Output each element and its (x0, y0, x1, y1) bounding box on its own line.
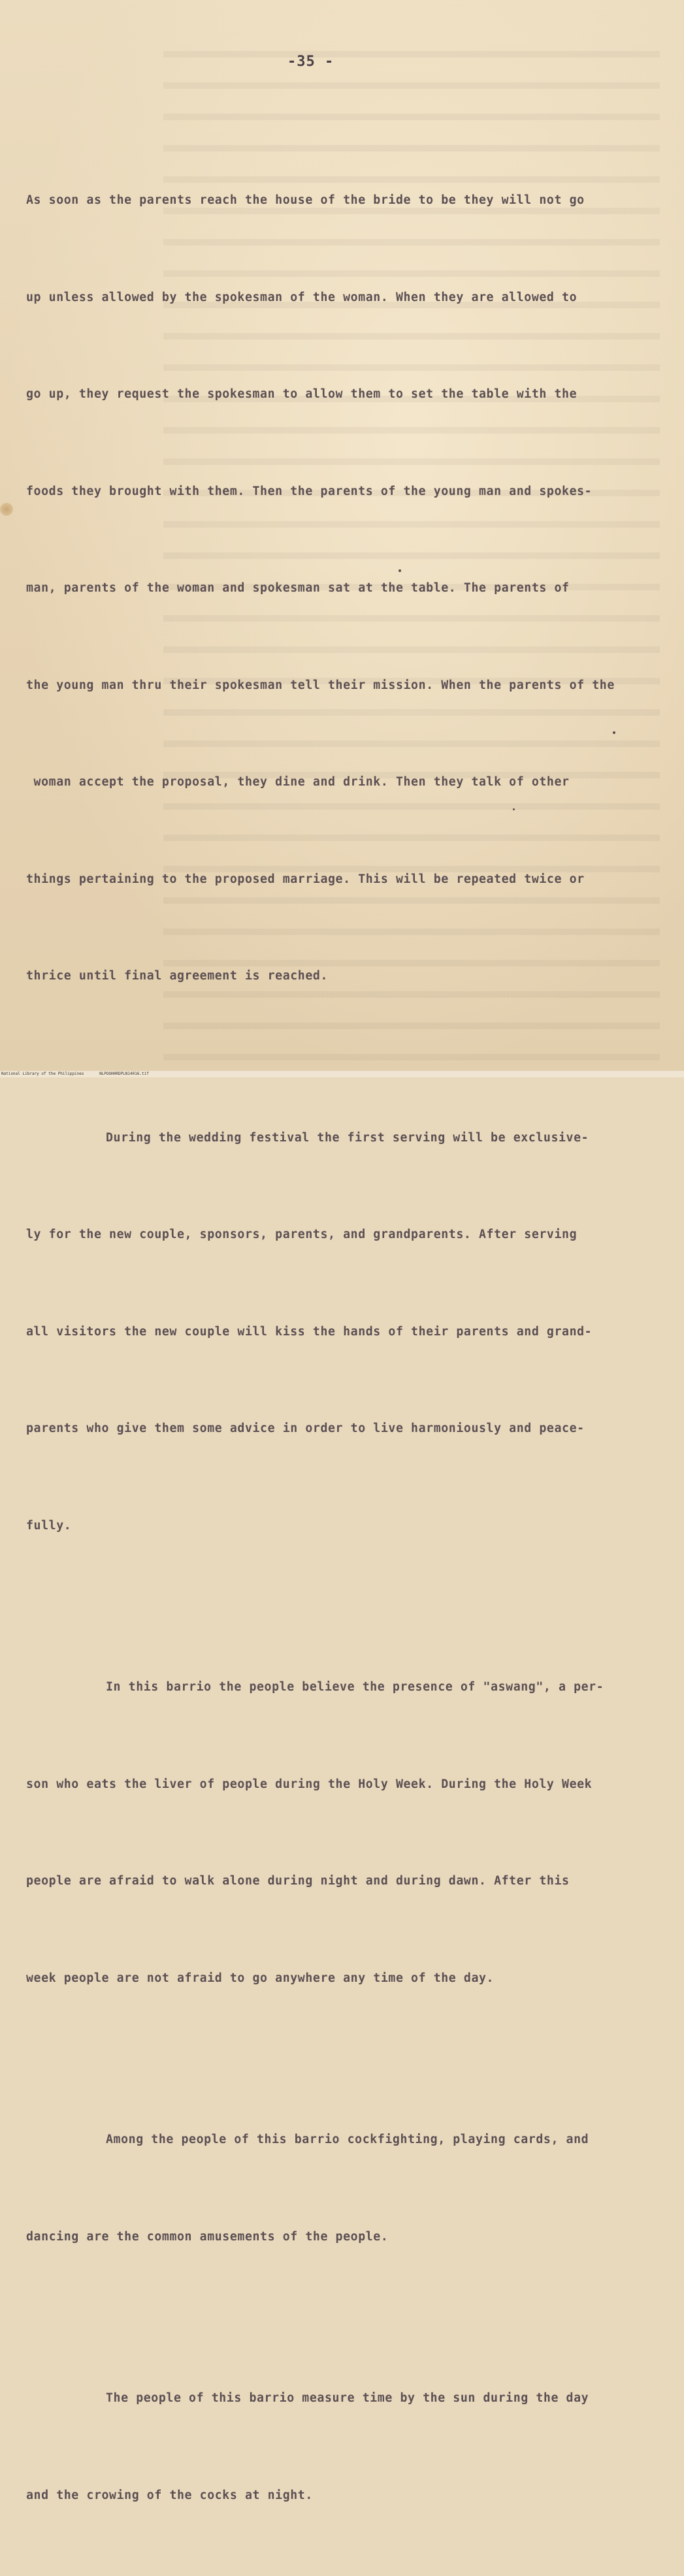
text-line: dancing are the common amusements of the people. (26, 2229, 389, 2244)
text-line: and the crowing of the cocks at night. (26, 2488, 313, 2502)
text-line: people are afraid to walk alone during night and during dawn. After this (26, 1874, 570, 1888)
paper-stain (0, 503, 13, 516)
text-line: son who eats the liver of people during the Holy Week. During the Holy Week (26, 1777, 593, 1791)
text-line: In this barrio the people believe the presence of "aswang", a per- (106, 1680, 604, 1694)
paragraph-time-keeping (26, 2317, 666, 2576)
text-line: fully. (26, 1518, 72, 1533)
text-line: all visitors the new couple will kiss the hands of their parents and grand- (26, 1324, 593, 1339)
text-line: parents who give them some advice in order to live harmoniously and peace- (26, 1422, 585, 1435)
text-line: During the wedding festival the first serving will be exclusive- (106, 1130, 589, 1145)
page-number: -35 - (287, 54, 334, 70)
text-line: up unless allowed by the spokesman of the woman. When they are allowed to (26, 290, 578, 304)
text-line: go up, they request the spokesman to allow them to set the table with the (26, 387, 578, 401)
scan-footer (0, 1071, 684, 1077)
file-id: NLPOOHHRDPLN14016.tif (99, 1072, 149, 1076)
text-line: man, parents of the woman and spokesman sat at the table. The parents of (26, 581, 570, 595)
paragraph-courtship (26, 119, 666, 1057)
paragraph-wedding (26, 1057, 666, 1607)
text-line: As soon as the parents reach the house of the bride to be they will not go (26, 193, 585, 207)
text-line: Among the people of this barrio cockfighting, playing cards, and (106, 2133, 589, 2146)
text-line: The people of this barrio measure time by the sun during the day (106, 2391, 589, 2405)
document-body (26, 119, 666, 2576)
text-line: woman accept the proposal, they dine and drink. Then they talk of other (26, 775, 570, 789)
text-line: things pertaining to the proposed marriage. This will be repeated twice or (26, 872, 585, 886)
text-line: week people are not afraid to go anywhere any time of the day. (26, 1971, 495, 1985)
text-line: the young man thru their spokesman tell their mission. When the parents of the (26, 678, 615, 692)
text-line: thrice until final agreement is reached. (26, 969, 328, 983)
paragraph-aswang (26, 1606, 666, 2059)
paragraph-amusements (26, 2059, 666, 2317)
library-credit: National Library of the Philippines (1, 1072, 84, 1076)
text-line: ly for the new couple, sponsors, parents, and grandparents. After serving (26, 1228, 578, 1241)
text-line: foods they brought with them. Then the parents of the young man and spokes- (26, 484, 593, 498)
